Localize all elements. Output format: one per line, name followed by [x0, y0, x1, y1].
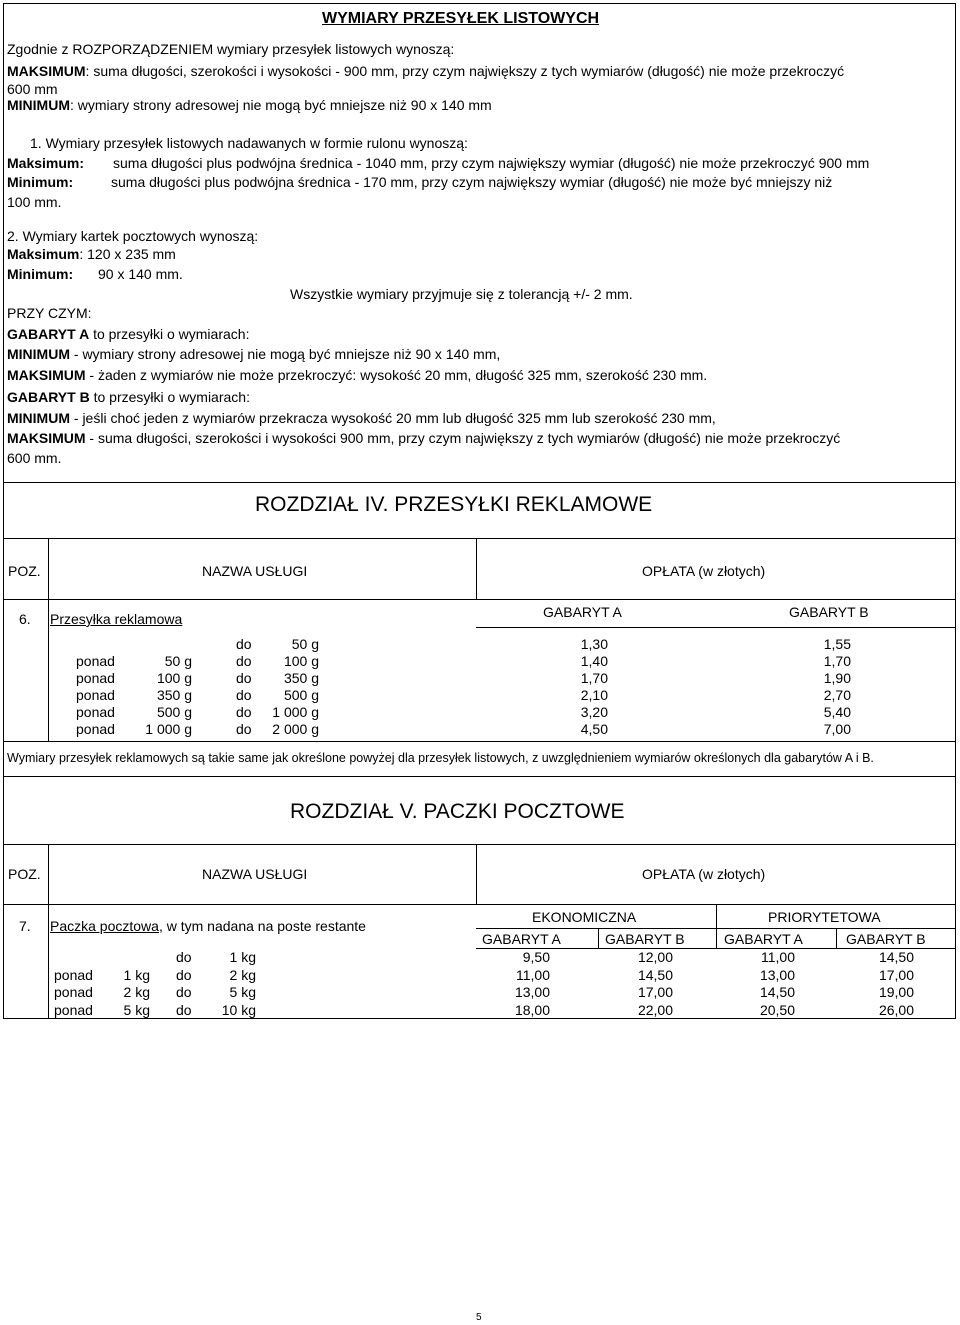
row-to-word: do — [236, 704, 252, 720]
chapter4-col-fee: OPŁATA (w złotych) — [642, 563, 766, 579]
row-to-word: do — [176, 1001, 192, 1018]
cards-max-label: Maksimum — [7, 246, 80, 262]
row-to-value: 2 000 g — [272, 721, 319, 737]
gab-b-label: GABARYT B — [7, 389, 90, 405]
row-from-value: 1 000 g — [145, 721, 192, 737]
row-fee-prio-b: 26,00 — [878, 1001, 914, 1018]
tolerance-note: Wszystkie wymiary przyjmuje się z tolerancją +/- 2 mm. — [290, 286, 633, 302]
row-to-word: do — [176, 966, 192, 983]
row-fee-eco-b: 17,00 — [637, 984, 673, 1000]
row-to-word: do — [176, 984, 192, 1000]
gab-b-text: to przesyłki o wymiarach: — [89, 389, 250, 405]
row-from-word: ponad — [76, 653, 115, 669]
gab-a-min-label: MINIMUM — [7, 346, 70, 362]
row-fee-a: 4,50 — [580, 721, 608, 737]
chapter5-item — [50, 918, 366, 934]
chapter5-col-divider — [598, 929, 599, 948]
row-fee-a: 1,70 — [580, 670, 608, 686]
gab-b-min-text: - jeśli choć jeden z wymiarów przekracza wysokość 20 mm lub długość 325 mm lub szerokość 230 mm, — [70, 410, 716, 426]
letters-min-label: MINIMUM — [7, 97, 70, 113]
chapter4-note: Wymiary przesyłek reklamowych są takie same jak określone powyżej dla przesyłek listowych, z uwzględnieniem wymiarów określonych dla gabarytów A i B. — [7, 751, 874, 765]
row-fee-prio-b: 14,50 — [878, 949, 914, 965]
chapter5-col-eco-a: GABARYT A — [482, 931, 561, 947]
chapter5-col-eco-b: GABARYT B — [605, 931, 685, 947]
gab-b-max-label: MAKSIMUM — [7, 430, 86, 446]
row-to-word: do — [236, 721, 252, 737]
gab-a-text: to przesyłki o wymiarach: — [89, 326, 250, 342]
chapter5-col-name: NAZWA USŁUGI — [202, 866, 308, 882]
chapter4-body-divider — [48, 599, 49, 742]
gab-a-label: GABARYT A — [7, 326, 90, 342]
chapter5-col-prio-b: GABARYT B — [846, 931, 926, 947]
chapter5-header-divider — [476, 845, 477, 904]
gab-a-max — [7, 367, 707, 383]
chapter4-col-poz: POZ. — [8, 563, 41, 579]
roll-min-cont: 100 mm. — [7, 194, 62, 210]
gab-b-max-text: - suma długości, szerokości i wysokości 900 mm, przy czym największy z tych wymiarów (długość) nie może przekroczyć — [85, 430, 841, 446]
row-fee-b: 1,55 — [823, 636, 851, 652]
row-to-value: 350 g — [283, 670, 319, 686]
row-to-value: 1 000 g — [272, 704, 319, 720]
chapter5-title: ROZDZIAŁ V. PACZKI POCZTOWE — [290, 800, 625, 823]
chapter5-header-divider — [48, 845, 49, 904]
row-from-value: 350 g — [156, 687, 192, 703]
row-to-word: do — [236, 653, 252, 669]
row-from-word: ponad — [54, 966, 93, 983]
row-from-word: ponad — [54, 984, 93, 1000]
chapter4-item-no: 6. — [19, 611, 31, 627]
row-to-value: 500 g — [283, 687, 319, 703]
chapter5-col-prio-a: GABARYT A — [724, 931, 803, 947]
row-from-value: 500 g — [156, 704, 192, 720]
letters-title: WYMIARY PRZESYŁEK LISTOWYCH — [322, 10, 600, 27]
row-fee-prio-a: 11,00 — [761, 949, 795, 965]
cards-min-text: 90 x 140 mm. — [98, 266, 183, 282]
roll-max-label: Maksimum: — [7, 155, 85, 171]
row-to-word: do — [236, 670, 252, 686]
cards-min-label: Minimum: — [7, 266, 74, 282]
chapter5-group-eco: EKONOMICZNA — [532, 909, 637, 925]
row-fee-a: 1,30 — [580, 636, 608, 652]
letters-min — [7, 97, 492, 113]
row-fee-eco-b: 12,00 — [637, 949, 673, 965]
row-fee-eco-b: 14,50 — [637, 966, 673, 983]
row-to-value: 10 kg — [221, 1001, 256, 1018]
gab-b-min-label: MINIMUM — [7, 410, 70, 426]
gab-a-heading — [7, 326, 249, 342]
chapter4-item-name: Przesyłka reklamowa — [50, 611, 183, 627]
row-fee-a: 2,10 — [580, 687, 608, 703]
row-fee-eco-a: 18,00 — [514, 1001, 550, 1018]
letters-max — [7, 63, 844, 79]
row-from-value: 2 kg — [123, 984, 150, 1000]
cards-heading: 2. Wymiary kartek pocztowych wynoszą: — [7, 228, 259, 244]
row-to-word: do — [236, 687, 252, 703]
roll-min-text: suma długości plus podwójna średnica - 170 mm, przy czym największy wymiar (długość) nie może być mniejszy niż — [111, 174, 833, 190]
row-fee-b: 5,40 — [823, 704, 851, 720]
chapter5-col-poz: POZ. — [8, 866, 41, 882]
chapter5-col-fee: OPŁATA (w złotych) — [642, 866, 766, 882]
chapter5-group-divider — [716, 904, 717, 948]
page-number: 5 — [476, 1312, 482, 1323]
chapter5-item-name: Paczka pocztowa — [50, 918, 159, 934]
roll-heading: 1. Wymiary przesyłek listowych nadawanych w formie rulonu wynoszą: — [30, 135, 468, 151]
row-fee-prio-a: 20,50 — [759, 1001, 795, 1018]
letters-intro: Zgodnie z ROZPORZĄDZENIEM wymiary przesyłek listowych wynoszą: — [7, 41, 455, 57]
row-fee-b: 2,70 — [823, 687, 851, 703]
gab-a-min-text: - wymiary strony adresowej nie mogą być mniejsze niż 90 x 140 mm, — [70, 346, 501, 362]
row-to-word: do — [236, 636, 252, 652]
gab-a-min — [7, 346, 500, 362]
row-fee-a: 3,20 — [580, 704, 608, 720]
letters-min-text: : wymiary strony adresowej nie mogą być mniejsze niż 90 x 140 mm — [70, 97, 492, 113]
row-to-value: 5 kg — [229, 984, 256, 1000]
chapter5-group-prio: PRIORYTETOWA — [768, 909, 881, 925]
chapter4-header-box — [3, 538, 956, 600]
chapter5-col-divider — [836, 929, 837, 948]
gab-a-max-text: - żaden z wymiarów nie może przekroczyć: wysokość 20 mm, długość 325 mm, szerokość 230 mm. — [85, 367, 708, 383]
letters-max-text: : suma długości, szerokości i wysokości - 900 mm, przy czym największy z tych wymiarów (długość) nie może przekroczyć — [85, 63, 845, 79]
chapter4-header-divider — [476, 539, 477, 599]
cards-max-text: : 120 x 235 mm — [79, 246, 176, 262]
chapter4-title: ROZDZIAŁ IV. PRZESYŁKI REKLAMOWE — [255, 493, 653, 516]
row-from-value: 100 g — [156, 670, 192, 686]
chapter4-col-name: NAZWA USŁUGI — [202, 563, 308, 579]
roll-min-label: Minimum: — [7, 174, 74, 190]
chapter4-col-b: GABARYT B — [789, 604, 869, 620]
row-fee-eco-b: 22,00 — [637, 1001, 673, 1018]
chapter4-header-divider — [48, 539, 49, 599]
gab-b-max — [7, 430, 840, 446]
row-from-value: 1 kg — [123, 966, 150, 983]
row-fee-prio-a: 14,50 — [759, 984, 795, 1000]
row-to-word: do — [176, 949, 192, 965]
przy-czym: PRZY CZYM: — [7, 305, 92, 321]
row-from-value: 5 kg — [123, 1001, 150, 1018]
row-fee-b: 1,70 — [823, 653, 851, 669]
row-to-value: 50 g — [291, 636, 319, 652]
gab-b-heading — [7, 389, 250, 405]
chapter4-col-a: GABARYT A — [543, 604, 622, 620]
row-fee-b: 7,00 — [823, 721, 851, 737]
row-from-word: ponad — [76, 704, 115, 720]
row-to-value: 1 kg — [229, 949, 256, 965]
row-from-word: ponad — [54, 1001, 93, 1018]
roll-max-text: suma długości plus podwójna średnica - 1040 mm, przy czym największy wymiar (długość) nie może przekroczyć 900 mm — [113, 155, 870, 171]
row-fee-prio-b: 19,00 — [878, 984, 914, 1000]
letters-max-cont: 600 mm — [7, 81, 58, 97]
chapter4-subheader-rule — [476, 627, 956, 628]
row-fee-a: 1,40 — [580, 653, 608, 669]
row-to-value: 100 g — [283, 653, 319, 669]
row-fee-eco-a: 9,50 — [522, 949, 550, 965]
row-from-word: ponad — [76, 687, 115, 703]
row-to-value: 2 kg — [229, 966, 256, 983]
row-fee-prio-a: 13,00 — [759, 966, 795, 983]
chapter5-item-suffix: , w tym nadana na poste restante — [158, 918, 366, 934]
gab-b-max-cont: 600 mm. — [7, 450, 62, 466]
chapter5-item-no: 7. — [19, 918, 31, 934]
letters-max-label: MAKSIMUM — [7, 63, 86, 79]
chapter5-body-divider — [48, 904, 49, 1019]
row-from-word: ponad — [76, 670, 115, 686]
row-fee-eco-a: 11,00 — [516, 966, 550, 983]
row-fee-eco-a: 13,00 — [514, 984, 550, 1000]
row-from-value: 50 g — [164, 653, 192, 669]
row-fee-prio-b: 17,00 — [878, 966, 914, 983]
gab-a-max-label: MAKSIMUM — [7, 367, 86, 383]
row-fee-b: 1,90 — [823, 670, 851, 686]
cards-max — [7, 246, 176, 262]
gab-b-min — [7, 410, 716, 426]
row-from-word: ponad — [76, 721, 115, 737]
chapter5-header-box — [3, 844, 956, 905]
